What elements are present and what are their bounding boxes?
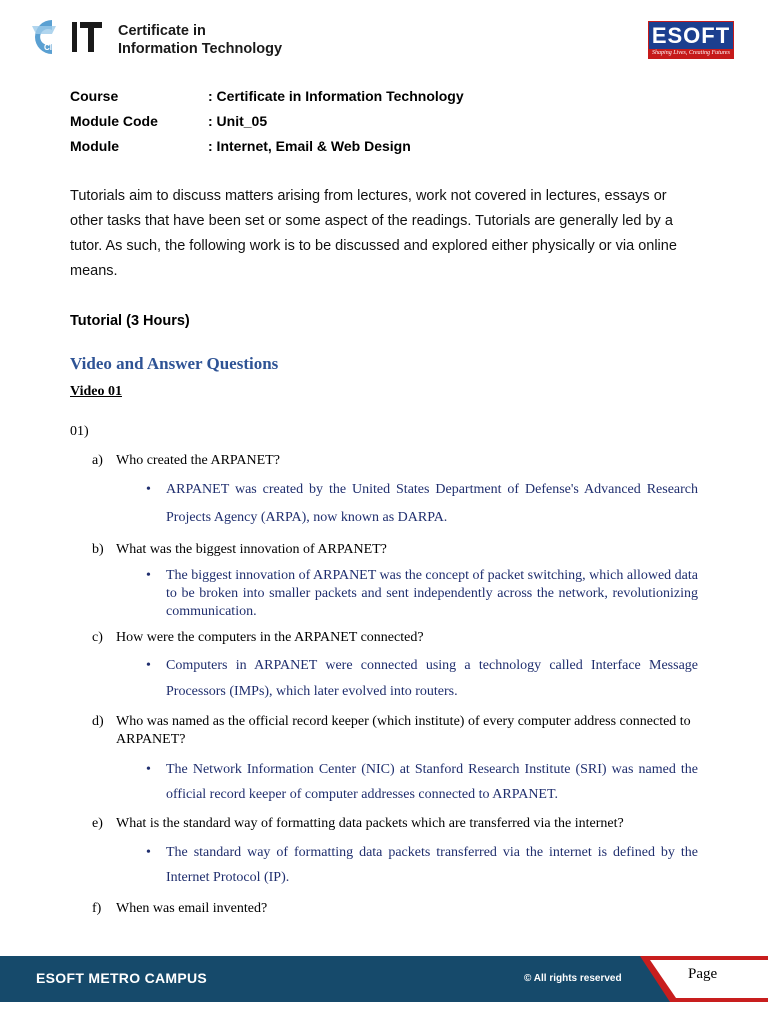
- question-text: Who was named as the official record keeper (which institute) of every computer address connected to ARPANET?: [116, 714, 691, 747]
- question-f: [92, 900, 698, 918]
- answer-text: The Network Information Center (NIC) at Stanford Research Institute (SRI) was named the official record keeper of computer addresses connected to ARPANET.: [166, 762, 698, 802]
- question-letter: a): [92, 453, 103, 468]
- question-letter: c): [92, 630, 103, 645]
- question-c: [92, 629, 698, 647]
- answer-text: ARPANET was created by the United States Department of Defense's Advanced Research Projects Agency (ARPA), now known as DARPA.: [166, 482, 698, 525]
- cit-logo-letter: CIT: [44, 43, 57, 52]
- meta-value: : Internet, Email & Web Design: [208, 138, 411, 154]
- meta-value: : Certificate in Information Technology: [208, 88, 464, 104]
- question-letter: f): [92, 901, 102, 916]
- bullet-icon: •: [146, 482, 151, 497]
- question-b: [92, 541, 698, 559]
- answer-a: [146, 476, 698, 532]
- question-letter: e): [92, 816, 103, 831]
- footer-rights: © All rights reserved: [524, 973, 622, 984]
- meta-value: : Unit_05: [208, 113, 268, 129]
- cit-logo: [22, 14, 106, 60]
- bullet-icon: •: [146, 845, 151, 860]
- question-text: Who created the ARPANET?: [116, 453, 280, 468]
- certificate-title-line2: Information Technology: [118, 41, 283, 57]
- answer-text: The standard way of formatting data packets transferred via the internet is defined by the Internet Protocol (IP).: [166, 845, 698, 885]
- question-number: 01): [70, 424, 89, 439]
- question-text: What is the standard way of formatting data packets which are transferred via the internet?: [116, 816, 624, 831]
- question-letter: b): [92, 542, 104, 557]
- meta-label: Course: [70, 88, 119, 104]
- page-label: Page: [688, 966, 718, 982]
- meta-label: Module Code: [70, 113, 158, 129]
- certificate-title-line1: Certificate in: [118, 23, 206, 39]
- question-d: [92, 713, 698, 749]
- section-heading: Video and Answer Questions: [70, 354, 279, 373]
- answer-text: The biggest innovation of ARPANET was the concept of packet switching, which allowed data to be broken into smaller packets and sent independently across the network, revolutionizing communication.: [166, 568, 698, 619]
- answer-b: [146, 567, 698, 621]
- question-a: [92, 452, 698, 470]
- esoft-logo-text: ESOFT: [651, 23, 731, 48]
- bullet-icon: •: [146, 762, 151, 777]
- page-header: [0, 0, 768, 66]
- footer-campus: ESOFT METRO CAMPUS: [36, 970, 208, 986]
- answer-c: [146, 653, 698, 705]
- esoft-logo: [648, 21, 734, 59]
- esoft-logo-tagline: Shaping Lives, Creating Futures: [649, 49, 733, 58]
- meta-label: Module: [70, 138, 119, 154]
- question-text: How were the computers in the ARPANET connected?: [116, 630, 424, 645]
- bullet-icon: •: [146, 568, 151, 583]
- answer-d: [146, 757, 698, 807]
- question-e: [92, 815, 698, 833]
- video-heading: Video 01: [70, 384, 122, 399]
- question-letter: d): [92, 714, 104, 729]
- intro-paragraph: Tutorials aim to discuss matters arising from lectures, work not covered in lectures, essays or other tasks that have been set or some aspect of the readings. Tutorials are generally led by a tutor. As such, the following work is to be discussed and explored either physically or via online means.: [70, 188, 677, 279]
- answer-text: Computers in ARPANET were connected using a technology called Interface Message Processors (IMPs), which later evolved into routers.: [166, 658, 698, 699]
- answer-e: [146, 840, 698, 890]
- bullet-icon: •: [146, 658, 151, 673]
- tutorial-heading: Tutorial (3 Hours): [70, 313, 190, 329]
- question-text: What was the biggest innovation of ARPANET?: [116, 542, 387, 557]
- question-text: When was email invented?: [116, 901, 268, 916]
- certificate-title: [118, 22, 282, 58]
